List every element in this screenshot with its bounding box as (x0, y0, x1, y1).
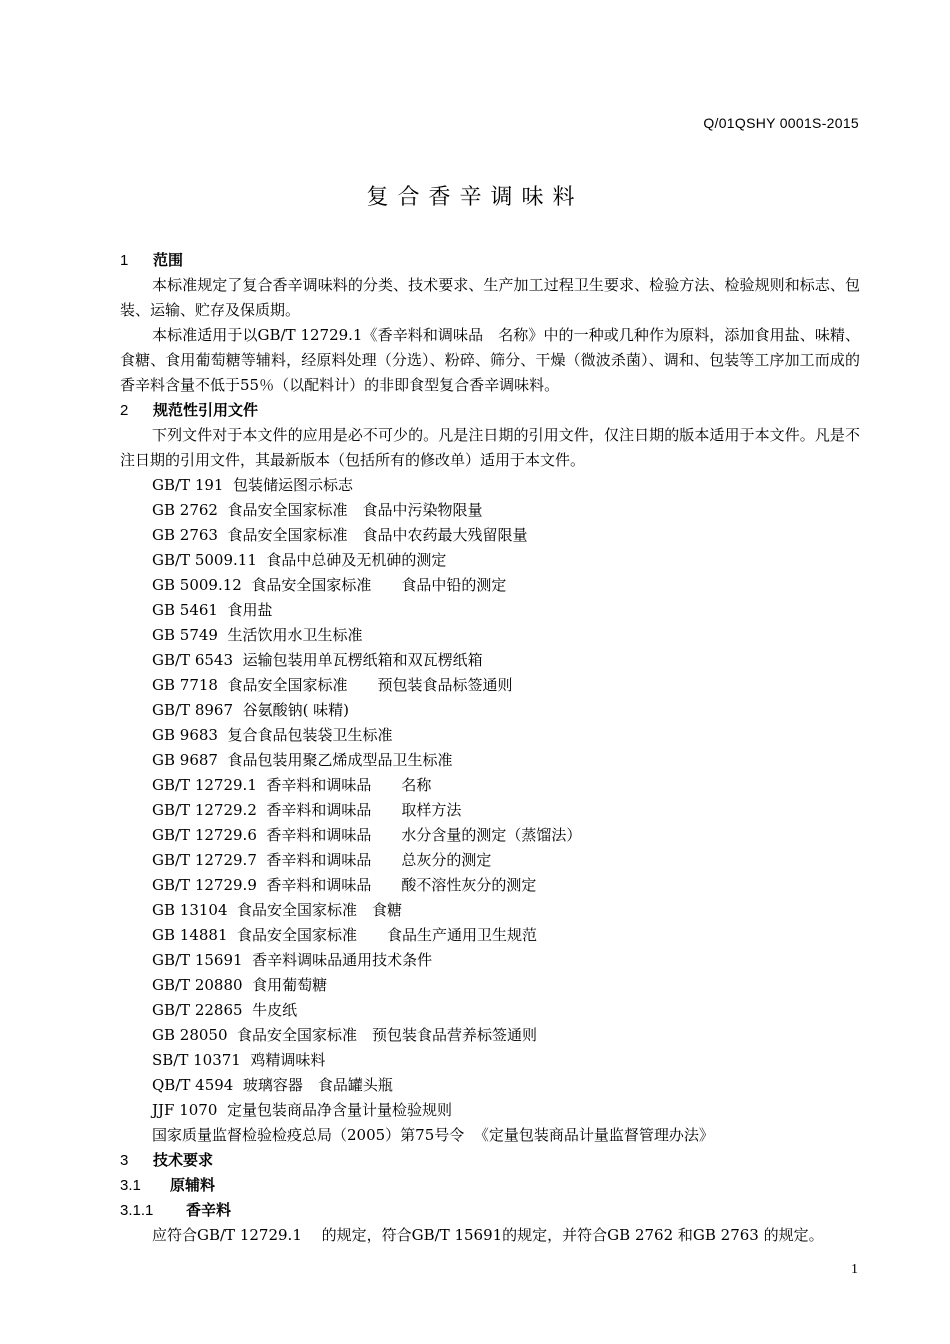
reference-code: GB 9683 (152, 726, 218, 744)
reference-item (120, 823, 860, 848)
reference-spacer (218, 626, 228, 644)
reference-item (120, 998, 860, 1023)
reference-item (120, 898, 860, 923)
reference-spacer (464, 1126, 474, 1144)
reference-title: 食品安全国家标准 预包装食品标签通则 (227, 676, 513, 694)
reference-list (120, 473, 860, 1148)
reference-spacer (228, 926, 238, 944)
reference-code: GB 5461 (152, 601, 218, 619)
reference-title: 包装储运图示标志 (233, 476, 354, 494)
section-number: 3.1 (120, 1177, 141, 1194)
reference-code: GB/T 6543 (152, 651, 234, 669)
reference-spacer (228, 901, 238, 919)
reference-item (120, 673, 860, 698)
reference-spacer (233, 651, 243, 669)
reference-item (120, 698, 860, 723)
reference-spacer (228, 1026, 238, 1044)
reference-item (120, 1073, 860, 1098)
reference-spacer (218, 526, 228, 544)
reference-title: 食品包装用聚乙烯成型品卫生标准 (227, 751, 453, 769)
reference-title: 《定量包装商品计量监督管理办法》 (473, 1126, 714, 1144)
section-heading-raw-materials (120, 1173, 860, 1198)
reference-spacer (257, 801, 267, 819)
reference-title: 鸡精调味料 (250, 1051, 326, 1069)
reference-spacer (257, 551, 267, 569)
reference-spacer (233, 1076, 243, 1094)
reference-spacer (218, 676, 228, 694)
reference-spacer (257, 851, 267, 869)
reference-item (120, 623, 860, 648)
reference-title: 复合食品包装袋卫生标准 (227, 726, 393, 744)
section-title: 原辅料 (170, 1176, 216, 1194)
section-number: 2 (120, 402, 129, 419)
page-number: 1 (851, 1262, 858, 1277)
reference-item (120, 648, 860, 673)
reference-title: 食品安全国家标准 预包装食品营养标签通则 (237, 1026, 538, 1044)
standard-code: Q/01QSHY 0001S-2015 (703, 115, 859, 131)
section-heading-scope (120, 248, 860, 273)
reference-item (120, 723, 860, 748)
reference-code: JJF 1070 (152, 1101, 218, 1119)
reference-code: GB 5749 (152, 626, 218, 644)
section-title: 范围 (153, 251, 184, 269)
reference-code: GB/T 20880 (152, 976, 243, 994)
section-heading-technical-requirements (120, 1148, 860, 1173)
reference-code: GB/T 12729.1 (152, 776, 257, 794)
reference-item (120, 598, 860, 623)
section-number: 3.1.1 (120, 1202, 154, 1219)
reference-item (120, 773, 860, 798)
section-heading-references (120, 398, 860, 423)
reference-spacer (218, 751, 228, 769)
reference-item (120, 973, 860, 998)
reference-spacer (217, 1101, 227, 1119)
reference-item (120, 498, 860, 523)
reference-code: GB 9687 (152, 751, 218, 769)
reference-code: GB/T 191 (152, 476, 224, 494)
reference-spacer (241, 1051, 251, 1069)
reference-code: GB 2762 (152, 501, 218, 519)
reference-title: 香辛料调味品通用技术条件 (252, 951, 433, 969)
reference-item (120, 923, 860, 948)
reference-item (120, 848, 860, 873)
reference-item (120, 1098, 860, 1123)
reference-spacer (242, 576, 252, 594)
reference-title: 食品安全国家标准 食品中污染物限量 (227, 501, 483, 519)
reference-item (120, 1023, 860, 1048)
reference-code: SB/T 10371 (152, 1051, 241, 1069)
reference-code: GB/T 12729.9 (152, 876, 257, 894)
reference-title: 定量包装商品净含量计量检验规则 (226, 1101, 452, 1119)
reference-code: GB/T 12729.2 (152, 801, 257, 819)
reference-spacer (223, 476, 233, 494)
reference-item (120, 948, 860, 973)
paragraph-references-intro: 下列文件对于本文件的应用是必不可少的。凡是注日期的引用文件，仅注日期的版本适用于本文件。凡是不注日期的引用文件，其最新版本（包括所有的修改单）适用于本文件。 (120, 426, 860, 469)
reference-spacer (243, 951, 253, 969)
reference-spacer (218, 726, 228, 744)
reference-title: 香辛料和调味品 取样方法 (266, 801, 462, 819)
reference-spacer (233, 701, 243, 719)
reference-title: 生活饮用水卫生标准 (227, 626, 363, 644)
section-title: 香辛料 (186, 1201, 232, 1219)
reference-item (120, 573, 860, 598)
reference-title: 牛皮纸 (252, 1001, 298, 1019)
section-heading-spices (120, 1198, 860, 1223)
reference-item (120, 873, 860, 898)
reference-title: 香辛料和调味品 水分含量的测定（蒸馏法） (266, 826, 582, 844)
reference-title: 食品安全国家标准 食品中铅的测定 (251, 576, 507, 594)
reference-spacer (257, 826, 267, 844)
reference-code: QB/T 4594 (152, 1076, 234, 1094)
reference-code: GB 5009.12 (152, 576, 242, 594)
reference-title: 香辛料和调味品 酸不溶性灰分的测定 (266, 876, 537, 894)
reference-code: GB/T 15691 (152, 951, 243, 969)
section-title: 规范性引用文件 (153, 401, 259, 419)
reference-item (120, 1048, 860, 1073)
reference-item (120, 523, 860, 548)
reference-spacer (243, 1001, 253, 1019)
section-number: 3 (120, 1152, 129, 1169)
reference-item (120, 798, 860, 823)
reference-code: GB 13104 (152, 901, 228, 919)
reference-code: GB/T 12729.6 (152, 826, 257, 844)
reference-code: GB 7718 (152, 676, 218, 694)
section-title: 技术要求 (153, 1151, 214, 1169)
paragraph-spices: 应符合GB/T 12729.1 的规定，符合GB/T 15691的规定，并符合GB 2762 和GB 2763 的规定。 (152, 1226, 824, 1244)
reference-code: GB/T 12729.7 (152, 851, 257, 869)
reference-spacer (218, 501, 228, 519)
reference-title: 食品安全国家标准 食糖 (237, 901, 403, 919)
reference-title: 香辛料和调味品 名称 (266, 776, 432, 794)
paragraph-scope-1: 本标准规定了复合香辛调味料的分类、技术要求、生产加工过程卫生要求、检验方法、检验规则和标志、包装、运输、贮存及保质期。 (120, 276, 860, 319)
reference-spacer (218, 601, 228, 619)
reference-code: GB 28050 (152, 1026, 228, 1044)
reference-code: 国家质量监督检验检疫总局（2005）第75号令 (152, 1126, 465, 1144)
paragraph-scope-2: 本标准适用于以GB/T 12729.1《香辛料和调味品 名称》中的一种或几种作为原料，添加食用盐、味精、食糖、食用葡萄糖等辅料，经原料处理（分选）、粉碎、筛分、干燥（微波杀菌）、调和、包装等工序加工而成的香辛料含量不低于55％（以配料计）的非即食型复合香辛调味料。 (120, 326, 860, 394)
reference-item (120, 748, 860, 773)
section-number: 1 (120, 252, 129, 269)
reference-code: GB 2763 (152, 526, 218, 544)
reference-title: 食用盐 (227, 601, 273, 619)
reference-spacer (243, 976, 253, 994)
reference-code: GB/T 8967 (152, 701, 234, 719)
reference-spacer (257, 776, 267, 794)
reference-title: 谷氨酸钠( 味精) (242, 701, 350, 719)
document-title: 复合香辛调味料 (366, 185, 584, 210)
reference-title: 食品中总砷及无机砷的测定 (266, 551, 447, 569)
reference-title: 食用葡萄糖 (252, 976, 328, 994)
reference-item (120, 1123, 860, 1148)
document-body (120, 248, 860, 1248)
reference-spacer (257, 876, 267, 894)
reference-title: 玻璃容器 食品罐头瓶 (242, 1076, 393, 1094)
reference-item (120, 548, 860, 573)
reference-title: 食品安全国家标准 食品生产通用卫生规范 (237, 926, 538, 944)
reference-code: GB 14881 (152, 926, 228, 944)
reference-title: 运输包装用单瓦楞纸箱和双瓦楞纸箱 (242, 651, 483, 669)
reference-title: 香辛料和调味品 总灰分的测定 (266, 851, 492, 869)
reference-title: 食品安全国家标准 食品中农药最大残留限量 (227, 526, 528, 544)
reference-item (120, 473, 860, 498)
reference-code: GB/T 5009.11 (152, 551, 257, 569)
reference-code: GB/T 22865 (152, 1001, 243, 1019)
